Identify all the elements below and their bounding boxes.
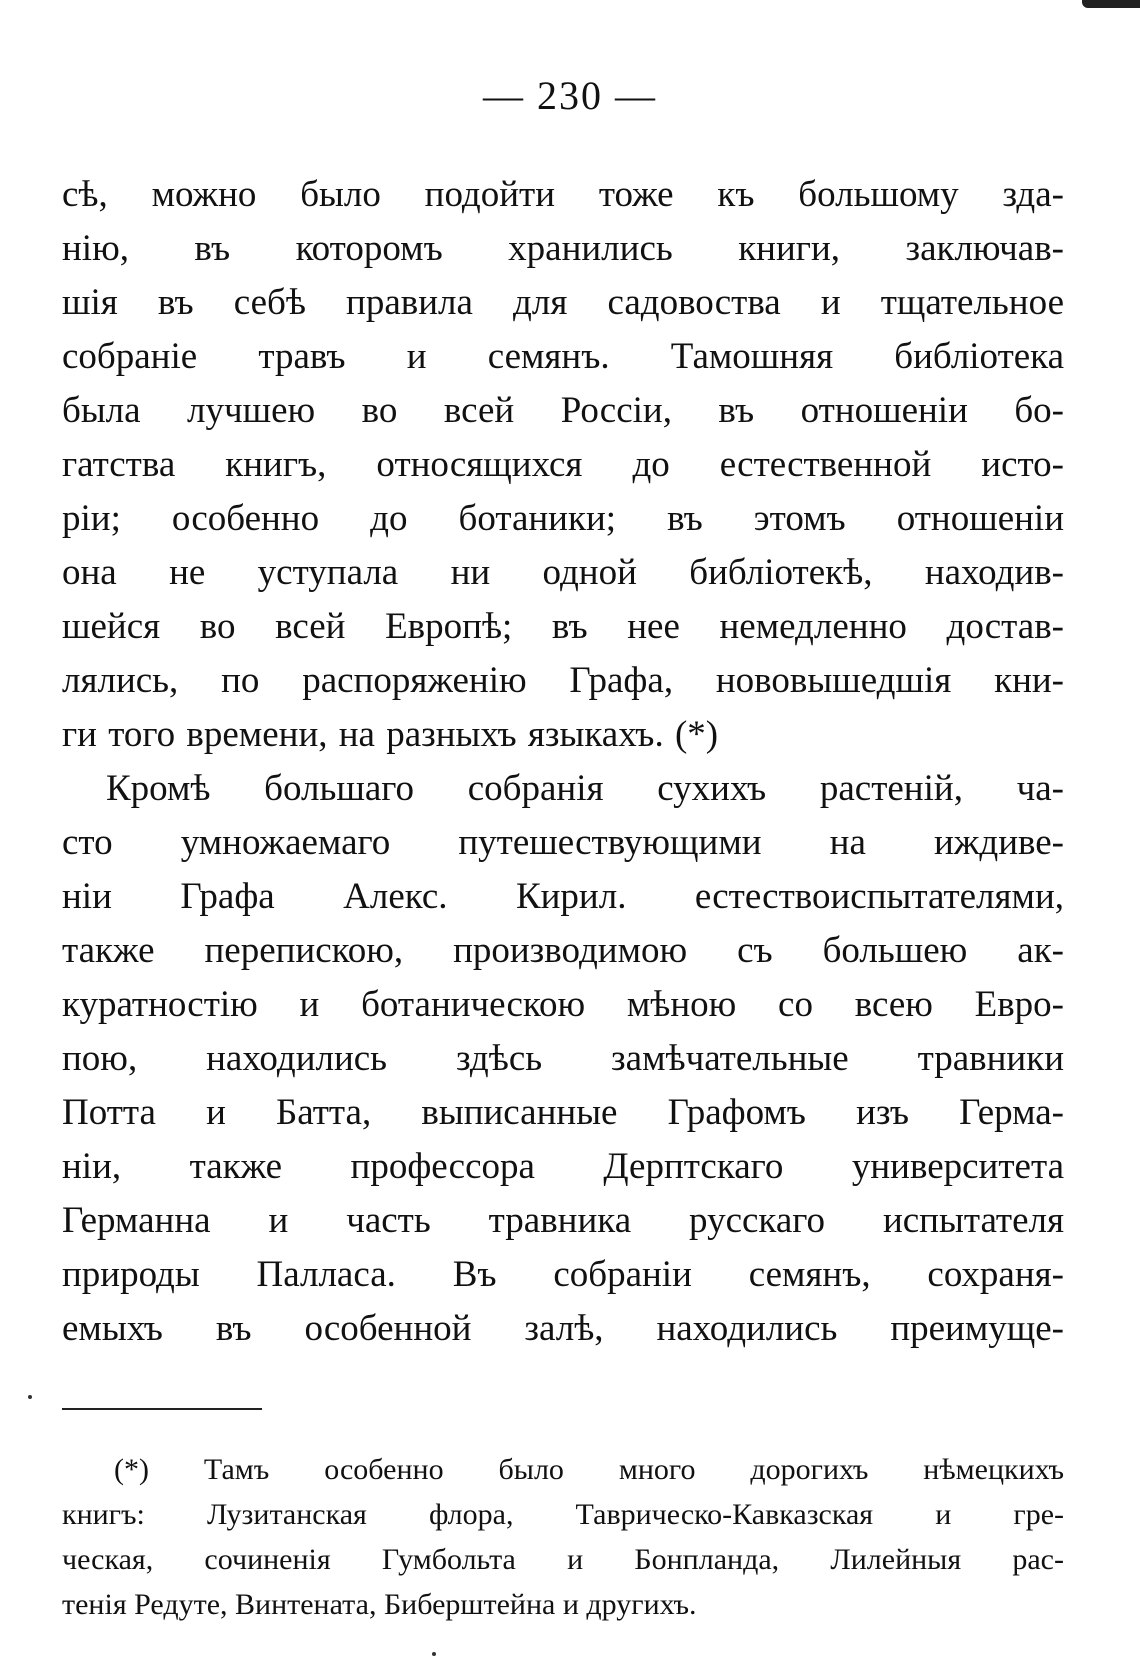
text-line: ги того времени, на разныхъ языкахъ. (*) (62, 714, 719, 755)
text-line: Германна и часть травника русскаго испытателя (62, 1200, 1064, 1241)
main-text (62, 168, 1064, 1356)
text-line: гатства книгъ, относящихся до естественной исто- (62, 444, 1064, 485)
text-line: сѣ, можно было подойти тоже къ большому зда- (62, 174, 1064, 215)
scan-speck (432, 1652, 436, 1656)
footnote-line: ческая, сочиненія Гумбольта и Бонпланда, Лилейныя рас- (62, 1543, 1064, 1576)
text-line: шейся во всей Европѣ; въ нее немедленно достав- (62, 606, 1064, 647)
scan-edge-mark (1082, 0, 1140, 8)
text-line: Кромѣ большаго собранія сухихъ растеній, ча- (106, 768, 1064, 809)
text-line: нію, въ которомъ хранились книги, заключав- (62, 228, 1064, 269)
text-line: природы Палласа. Въ собраніи семянъ, сохраня- (62, 1254, 1064, 1295)
text-line: была лучшею во всей Россіи, въ отношеніи бо- (62, 390, 1064, 431)
text-line: ніи Графа Алекс. Кирил. естествоиспытателями, (62, 876, 1064, 917)
text-line: собраніе травъ и семянъ. Тамошняя библіотека (62, 336, 1064, 377)
text-line: шія въ себѣ правила для садовоства и тщательное (62, 282, 1064, 323)
text-line: ніи, также профессора Дерптскаго университета (62, 1146, 1064, 1187)
footnote (62, 1447, 1064, 1627)
text-line: также перепискою, производимою съ большею ак- (62, 930, 1064, 971)
text-line: Потта и Батта, выписанные Графомъ изъ Герма- (62, 1092, 1064, 1133)
text-line: пою, находились здѣсь замѣчательные травники (62, 1038, 1064, 1079)
text-line: куратностію и ботаническою мѣною со всею Евро- (62, 984, 1064, 1025)
text-line: ріи; особенно до ботаники; въ этомъ отношеніи (62, 498, 1064, 539)
text-line: сто умножаемаго путешествующими на иждиве- (62, 822, 1064, 863)
footnote-divider (62, 1408, 262, 1410)
text-line: она не уступала ни одной библіотекѣ, находив- (62, 552, 1064, 593)
footnote-line: книгъ: Лузитанская флора, Таврическо-Кавказская и гре- (62, 1498, 1064, 1531)
footnote-line: (*) Тамъ особенно было много дорогихъ нѣмецкихъ (114, 1453, 1064, 1486)
footnote-line: тенія Редуте, Винтената, Биберштейна и другихъ. (62, 1588, 697, 1621)
text-line: емыхъ въ особенной залѣ, находились преимуще- (62, 1308, 1064, 1349)
text-line: лялись, по распоряженію Графа, нововышедшія кни- (62, 660, 1064, 701)
page-number: — 230 — (483, 73, 657, 118)
scan-speck (28, 1395, 32, 1399)
